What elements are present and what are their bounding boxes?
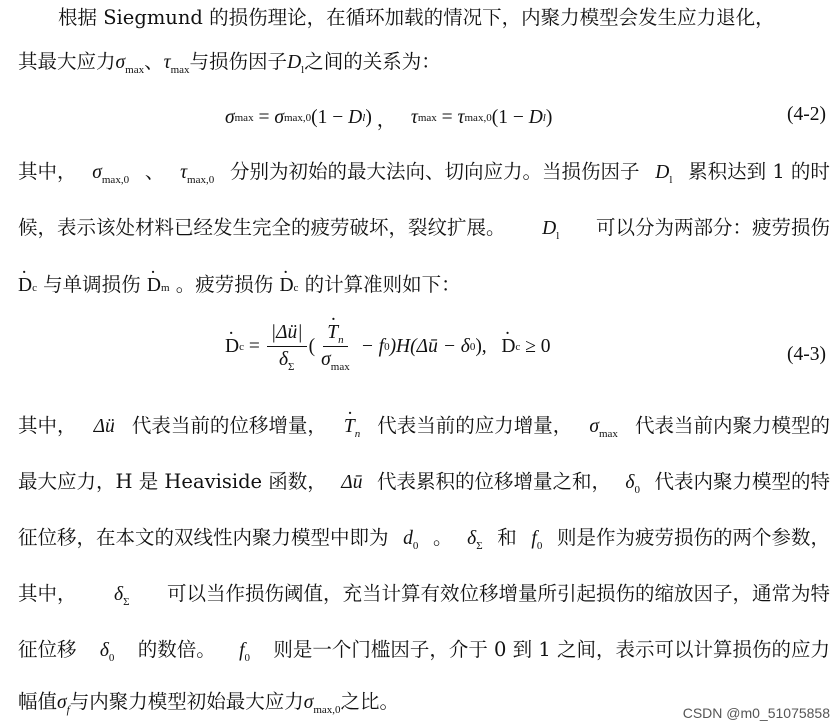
d0-symbol: $d_0$ <box>403 528 419 552</box>
text-span: 与单调损伤 <box>36 273 147 296</box>
text-span: 代表累积的位移增量之和， <box>376 470 611 493</box>
text-span: 则是作为疲劳损伤的两个参数， <box>556 526 830 549</box>
para2-line2 <box>18 215 830 242</box>
text-span: 与损伤因子 <box>189 50 288 73</box>
delta-symbol: $\delta_0$ <box>99 640 115 664</box>
equation-number: (4-2) <box>787 104 826 125</box>
text-span: 征位移 <box>18 638 77 661</box>
text-span: 的数倍。 <box>137 638 216 661</box>
text-span: 代表当前的位移增量， <box>131 414 327 437</box>
text-span: 分别为初始的最大法向、切向应力。当损伤因子 <box>229 160 640 183</box>
text-span: 征位移，在本文的双线性内聚力模型中即为 <box>18 526 389 549</box>
para2-line1 <box>18 159 830 186</box>
para2-line3: D · c 与单调损伤 D · m 。疲劳损伤 D · c 的计算准则如下： <box>18 272 830 299</box>
text-span: 可以当作损伤阈值，充当计算有效位移增量所引起损伤的缩放因子，通常为特 <box>166 582 830 605</box>
stress-rate-symbol: $T \cdot_n$ <box>344 414 360 440</box>
sigma-symbol: $\sigma_{max}$ <box>589 416 618 440</box>
accumulated-displacement-symbol: Δū <box>341 472 363 493</box>
text-span: 候，表示该处材料已经发生完全的疲劳破坏，裂纹扩展。 <box>18 216 506 239</box>
delta-sigma-symbol: $\delta_\Sigma$ <box>114 584 130 608</box>
para3-line1 <box>18 413 830 440</box>
f0-symbol: $f_0$ <box>239 640 251 664</box>
text-span: 幅值 <box>18 690 58 713</box>
text-span: 其中， <box>18 160 77 183</box>
text-span: 。疲劳损伤 <box>169 273 280 296</box>
text-span: 代表当前的应力增量， <box>377 414 573 437</box>
text-span: 代表内聚力模型的特 <box>654 470 830 493</box>
text-span: 、 <box>144 50 164 73</box>
sigma-symbol: $\sigma_{max,0}$ <box>92 162 130 186</box>
equation-4-3 <box>0 318 840 392</box>
text-span: 的计算准则如下： <box>298 273 461 296</box>
damage-factor-symbol: $D_l$ <box>542 218 560 242</box>
equation-4-3-body: D · c = $\frac{|\Delta ü|}{\delta_\Sigma}$ ( $\frac{T \cdot_n}{\sigma_{max}}$ − f 0 )H(Δū − δ 0 ), D · c ≥ 0 <box>225 322 551 371</box>
para3-line5 <box>18 637 830 664</box>
tau-symbol: $\tau_{max}$ <box>163 52 190 76</box>
f0-symbol: $f_0$ <box>531 528 543 552</box>
text-span: 其中， <box>18 414 77 437</box>
fatigue-damage-rate-symbol: D · <box>18 273 32 299</box>
text-span: 其最大应力 <box>18 50 116 73</box>
displacement-fraction: $\frac{|\Delta ü|}{\delta_\Sigma}$ <box>267 322 307 371</box>
text-span: 累积达到 1 的时 <box>688 160 830 183</box>
text-span: 和 <box>497 526 517 549</box>
text-span: 代表当前内聚力模型的 <box>634 414 830 437</box>
text-span: 则是一个门槛因子，介于 0 到 1 之间，表示可以计算损伤的应力 <box>273 638 830 661</box>
text-span: 最大应力，H 是 Heaviside 函数， <box>18 470 327 493</box>
para3-line3 <box>18 525 830 552</box>
sigma-f-symbol: $\sigma_f$ <box>57 692 70 716</box>
text-span: 可以分为两部分：疲劳损伤 <box>595 216 830 239</box>
para3-line4 <box>18 581 830 608</box>
text-span: 之比。 <box>340 690 400 713</box>
para1-line2 <box>18 49 830 76</box>
delta-symbol: $\delta_0$ <box>625 472 640 496</box>
equation-4-2 <box>0 96 840 136</box>
text-span: 、 <box>144 160 165 183</box>
text-span: 与内聚力模型初始最大应力 <box>69 690 304 713</box>
para1-line1 <box>58 5 830 31</box>
displacement-increment-symbol: Δü <box>93 416 115 437</box>
delta-sigma-symbol: $\delta_\Sigma$ <box>467 528 483 552</box>
para3-line2 <box>18 469 830 496</box>
watermark: CSDN @m0_51075858 <box>682 705 830 721</box>
tau-symbol: $\tau_{max,0}$ <box>180 162 215 186</box>
text-span: 根据 Siegmund 的损伤理论，在循环加载的情况下，内聚力模型会发生应力退化， <box>58 6 775 29</box>
equation-number: (4-3) <box>787 344 826 365</box>
equation-4-2-body: σ max = σ max,0 (1 − D l ) ， τ max = τ max,0 (1 − D l ) <box>225 107 553 131</box>
text-span: 其中， <box>18 582 77 605</box>
monotonic-damage-rate-symbol: D · <box>147 273 161 299</box>
sigma-symbol: $\sigma_{max}$ <box>115 52 145 76</box>
damage-factor-symbol: $D_l$ <box>655 162 673 186</box>
sigma-symbol: $\sigma_{max,0}$ <box>303 692 341 716</box>
text-span: 。 <box>433 526 453 549</box>
stress-rate-fraction: $\frac{T \cdot_n}{\sigma_{max}}$ <box>317 322 354 371</box>
text-span: 之间的关系为： <box>304 50 441 73</box>
damage-factor-symbol: $D_l$ <box>287 52 305 76</box>
fatigue-damage-rate-symbol: D · <box>279 273 293 299</box>
